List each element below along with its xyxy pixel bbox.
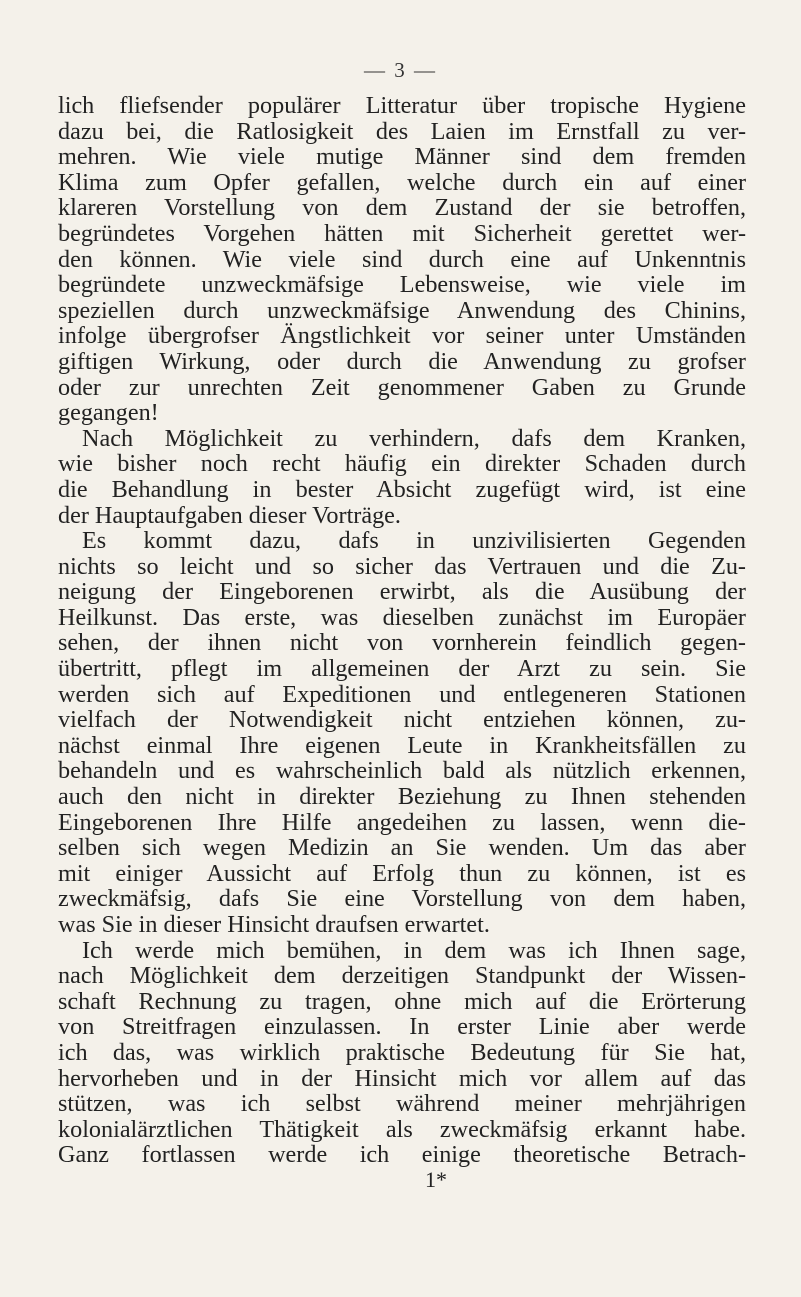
text-line: werden sich auf Expeditionen und entlegeneren Stationen [58, 680, 746, 708]
body-text [58, 93, 746, 1168]
text-line: begründetes Vorgehen hätten mit Sicherheit gerettet wer- [58, 219, 746, 247]
text-line: was Sie in dieser Hinsicht draufsen erwartet. [58, 911, 490, 938]
text-line: begründete unzweckmäfsige Lebensweise, wie viele im [58, 271, 746, 299]
text-line: mehren. Wie viele mutige Männer sind dem fremden [58, 143, 746, 171]
text-line: nächst einmal Ihre eigenen Leute in Krankheitsfällen zu [58, 731, 746, 759]
text-line: neigung der Eingeborenen erwirbt, als die Ausübung der [58, 578, 746, 606]
text-line: den können. Wie viele sind durch eine auf Unkenntnis [58, 245, 746, 273]
text-line: giftigen Wirkung, oder durch die Anwendung zu grofser [58, 347, 746, 375]
page-number: — 3 — [364, 58, 437, 82]
text-line: selben sich wegen Medizin an Sie wenden. Um das aber [58, 834, 746, 862]
text-line: nach Möglichkeit dem derzeitigen Standpunkt der Wissen- [58, 962, 746, 990]
text-line: gegangen! [58, 399, 159, 427]
text-line: stützen, was ich selbst während meiner mehrjährigen [58, 1090, 746, 1118]
text-line: die Behandlung in bester Absicht zugefügt wird, ist eine [58, 475, 746, 503]
text-line: übertritt, pflegt im allgemeinen der Arzt zu sein. Sie [58, 655, 746, 683]
text-line: der Hauptaufgaben dieser Vorträge. [58, 501, 401, 529]
text-line: klareren Vorstellung von dem Zustand der sie betroffen, [58, 194, 746, 222]
text-line: vielfach der Notwendigkeit nicht entziehen können, zu- [58, 706, 746, 734]
text-line: oder zur unrechten Zeit genommener Gaben zu Grunde [58, 373, 746, 401]
text-line: Ganz fortlassen werde ich einige theoretische Betrach- [58, 1141, 746, 1169]
signature-mark: 1* [425, 1167, 447, 1192]
text-line: Heilkunst. Das erste, was dieselben zunächst im Europäer [58, 603, 746, 631]
text-line: sehen, der ihnen nicht von vornherein feindlich gegen- [58, 629, 746, 657]
text-line: speziellen durch unzweckmäfsige Anwendung des Chinins, [58, 296, 746, 324]
text-line: auch den nicht in direkter Beziehung zu Ihnen stehenden [58, 783, 746, 811]
text-line: Klima zum Opfer gefallen, welche durch ein auf einer [58, 168, 746, 196]
text-line: kolonialärztlichen Thätigkeit als zweckmäfsig erkannt habe. [58, 1115, 746, 1143]
text-line: infolge übergrofser Ängstlichkeit vor seiner unter Umständen [58, 322, 746, 350]
text-line: ich das, was wirklich praktische Bedeutung für Sie hat, [58, 1038, 746, 1066]
text-line: von Streitfragen einzulassen. In erster Linie aber werde [58, 1013, 746, 1041]
text-line: dazu bei, die Ratlosigkeit des Laien im Ernstfall zu ver- [58, 117, 746, 145]
text-line: Es kommt dazu, dafs in unzivilisierten Gegenden [82, 527, 746, 555]
text-line: Eingeborenen Ihre Hilfe angedeihen zu lassen, wenn die- [58, 808, 746, 836]
text-line: nichts so leicht und so sicher das Vertrauen und die Zu- [58, 552, 746, 580]
text-line: Nach Möglichkeit zu verhindern, dafs dem Kranken, [82, 424, 746, 452]
text-line: Ich werde mich bemühen, in dem was ich Ihnen sage, [82, 936, 746, 964]
text-line: zweckmäfsig, dafs Sie eine Vorstellung von dem haben, [58, 885, 746, 913]
text-line: lich fliefsender populärer Litteratur über tropische Hygiene [58, 92, 746, 119]
text-line: wie bisher noch recht häufig ein direkter Schaden durch [58, 450, 746, 478]
text-line: mit einiger Aussicht auf Erfolg thun zu können, ist es [58, 859, 746, 887]
text-line: schaft Rechnung zu tragen, ohne mich auf die Erörterung [58, 987, 746, 1015]
text-line: behandeln und es wahrscheinlich bald als nützlich erkennen, [58, 757, 746, 785]
text-line: hervorheben und in der Hinsicht mich vor allem auf das [58, 1064, 746, 1092]
